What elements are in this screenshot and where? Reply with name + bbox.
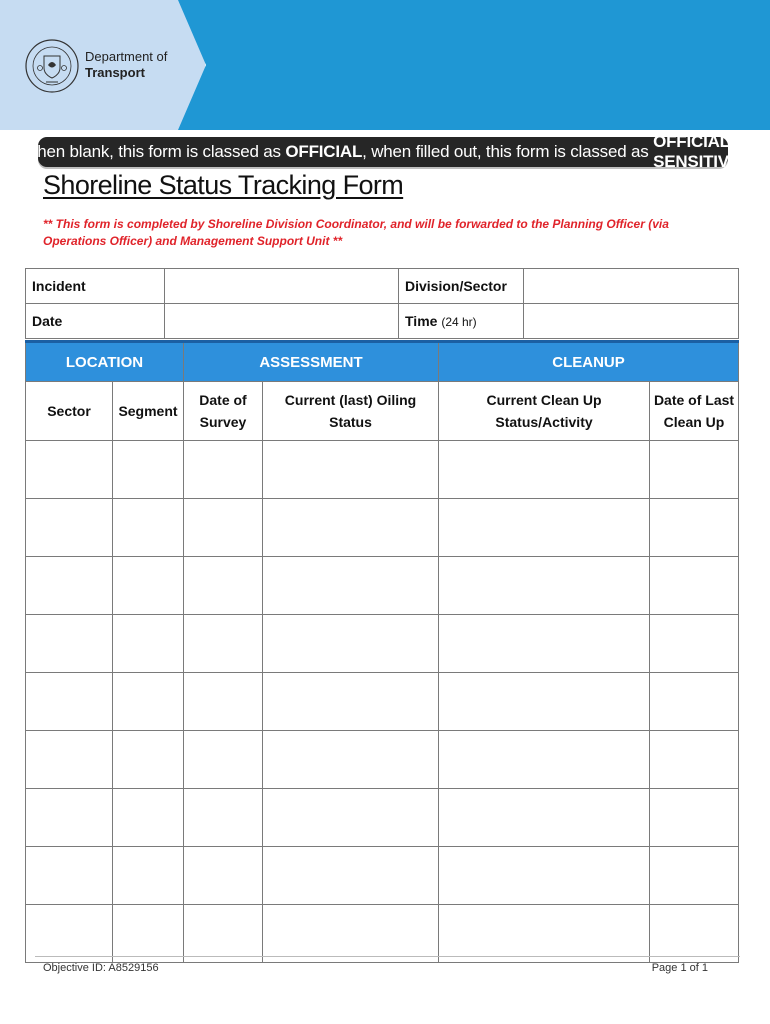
col-date-last-cleanup	[650, 382, 739, 441]
date-label: Date	[26, 304, 165, 339]
cell-segment[interactable]	[113, 557, 184, 615]
col-date-of-survey-l1: Date of	[199, 392, 247, 408]
cell-date-survey[interactable]	[184, 557, 263, 615]
table-row	[26, 789, 739, 847]
cell-sector[interactable]	[26, 441, 113, 499]
cell-cleanup[interactable]	[439, 673, 650, 731]
form-note: ** This form is completed by Shoreline Division Coordinator, and will be forwarded to the Planning Officer (via Operations Officer) and Management Support Unit **	[43, 217, 669, 248]
cell-last-cleanup[interactable]	[650, 615, 739, 673]
cell-cleanup[interactable]	[439, 789, 650, 847]
cell-sector[interactable]	[26, 789, 113, 847]
cell-cleanup[interactable]	[439, 557, 650, 615]
division-label: Division/Sector	[399, 269, 524, 304]
info-table	[25, 268, 739, 339]
cell-segment[interactable]	[113, 673, 184, 731]
section-assessment: ASSESSMENT	[184, 342, 439, 382]
cell-oiling[interactable]	[263, 789, 439, 847]
division-field[interactable]	[524, 269, 739, 304]
section-cleanup: CLEANUP	[439, 342, 739, 382]
table-row	[26, 847, 739, 905]
classification-banner	[21, 132, 745, 171]
cell-sector[interactable]	[26, 905, 113, 963]
cell-oiling[interactable]	[263, 615, 439, 673]
banner-official: OFFICIAL	[285, 142, 363, 161]
cell-segment[interactable]	[113, 847, 184, 905]
col-date-of-survey	[184, 382, 263, 441]
cell-segment[interactable]	[113, 615, 184, 673]
table-row	[26, 441, 739, 499]
table-row	[26, 499, 739, 557]
cell-cleanup[interactable]	[439, 905, 650, 963]
banner-text-1: When blank, this form is classed as	[21, 142, 286, 161]
cell-oiling[interactable]	[263, 441, 439, 499]
cell-oiling[interactable]	[263, 673, 439, 731]
cell-last-cleanup[interactable]	[650, 441, 739, 499]
cell-segment[interactable]	[113, 499, 184, 557]
cell-date-survey[interactable]	[184, 615, 263, 673]
table-row	[26, 905, 739, 963]
cell-sector[interactable]	[26, 731, 113, 789]
banner-official-sensitive: OFFICIAL-SENSITIVE.	[653, 132, 745, 171]
cell-cleanup[interactable]	[439, 499, 650, 557]
cell-last-cleanup[interactable]	[650, 789, 739, 847]
cell-date-survey[interactable]	[184, 673, 263, 731]
cell-oiling[interactable]	[263, 557, 439, 615]
cell-sector[interactable]	[26, 615, 113, 673]
banner-text-2: , when filled out, this form is classed as	[362, 142, 654, 161]
cell-segment[interactable]	[113, 789, 184, 847]
time-field[interactable]	[524, 304, 739, 339]
table-row	[26, 615, 739, 673]
cell-last-cleanup[interactable]	[650, 905, 739, 963]
col-segment: Segment	[113, 382, 184, 441]
cell-last-cleanup[interactable]	[650, 673, 739, 731]
table-row	[26, 673, 739, 731]
cell-cleanup[interactable]	[439, 615, 650, 673]
cell-last-cleanup[interactable]	[650, 847, 739, 905]
cell-cleanup[interactable]	[439, 731, 650, 789]
cell-date-survey[interactable]	[184, 789, 263, 847]
cell-date-survey[interactable]	[184, 731, 263, 789]
cell-sector[interactable]	[26, 673, 113, 731]
department-line-1: Department of	[85, 49, 168, 64]
cell-sector[interactable]	[26, 499, 113, 557]
incident-label: Incident	[26, 269, 165, 304]
cell-last-cleanup[interactable]	[650, 731, 739, 789]
cell-cleanup[interactable]	[439, 847, 650, 905]
time-unit: (24 hr)	[441, 315, 477, 329]
department-name	[85, 49, 167, 81]
cell-segment[interactable]	[113, 441, 184, 499]
government-crest-logo	[24, 38, 80, 94]
col-cleanup-status: Current Clean Up Status/Activity	[439, 382, 650, 441]
time-label-cell	[399, 304, 524, 339]
cell-sector[interactable]	[26, 847, 113, 905]
form-title: Shoreline Status Tracking Form	[43, 170, 404, 200]
cell-segment[interactable]	[113, 731, 184, 789]
status-grid	[25, 340, 739, 963]
cell-last-cleanup[interactable]	[650, 557, 739, 615]
table-row	[26, 731, 739, 789]
cell-oiling[interactable]	[263, 905, 439, 963]
cell-date-survey[interactable]	[184, 499, 263, 557]
department-line-2: Transport	[85, 65, 145, 80]
cell-date-survey[interactable]	[184, 905, 263, 963]
table-row	[26, 557, 739, 615]
cell-oiling[interactable]	[263, 731, 439, 789]
cell-oiling[interactable]	[263, 499, 439, 557]
cell-oiling[interactable]	[263, 847, 439, 905]
incident-field[interactable]	[165, 269, 399, 304]
cell-segment[interactable]	[113, 905, 184, 963]
time-label: Time	[405, 313, 438, 329]
col-date-last-cleanup-l1: Date of Last	[653, 392, 735, 408]
cell-date-survey[interactable]	[184, 441, 263, 499]
cell-cleanup[interactable]	[439, 441, 650, 499]
section-location: LOCATION	[26, 342, 184, 382]
footer-divider	[35, 956, 740, 957]
page-number: Page 1 of 1	[651, 962, 708, 974]
col-date-last-cleanup-l2: Clean Up	[663, 414, 725, 430]
cell-date-survey[interactable]	[184, 847, 263, 905]
col-date-of-survey-l2: Survey	[199, 414, 247, 430]
header-blue-band	[178, 0, 770, 130]
col-sector: Sector	[26, 382, 113, 441]
cell-sector[interactable]	[26, 557, 113, 615]
col-oiling-status: Current (last) Oiling Status	[263, 382, 439, 441]
objective-id: Objective ID: A8529156	[43, 962, 159, 974]
date-field[interactable]	[165, 304, 399, 339]
cell-last-cleanup[interactable]	[650, 499, 739, 557]
